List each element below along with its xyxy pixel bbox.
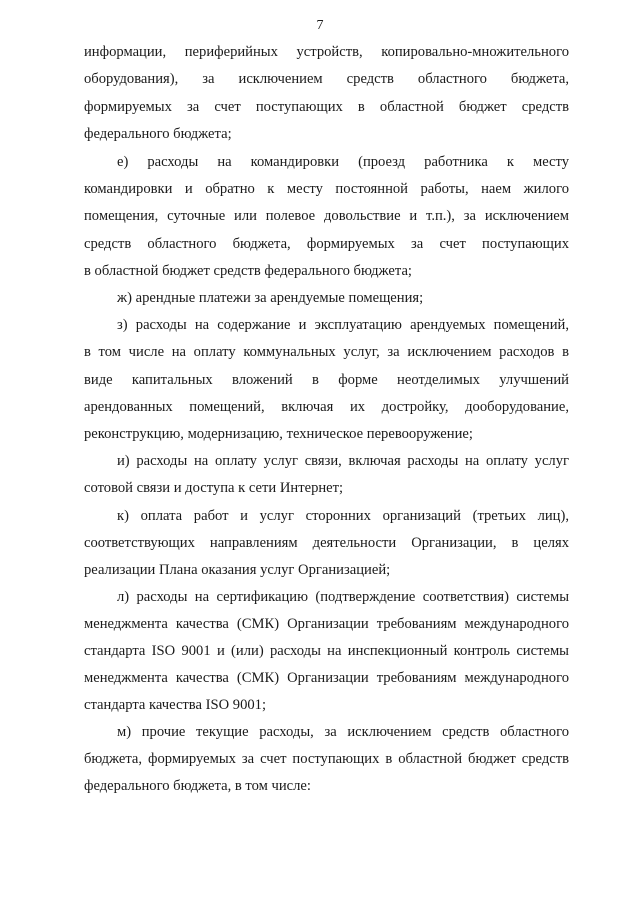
text-line: з) расходы на содержание и эксплуатацию арендуемых помещений, bbox=[117, 317, 569, 333]
text-line: формируемых за счет поступающих в областной бюджет средств bbox=[84, 99, 569, 115]
text-line: к) оплата работ и услуг сторонних организаций (третьих лиц), bbox=[117, 508, 569, 524]
text-line: бюджета, формируемых за счет поступающих в областной бюджет средств bbox=[84, 751, 569, 767]
text-line: оборудования), за исключением средств областного бюджета, bbox=[84, 71, 569, 87]
text-line: федерального бюджета; bbox=[84, 126, 232, 142]
text-line: м) прочие текущие расходы, за исключением средств областного bbox=[117, 724, 569, 740]
text-line: менеджмента качества (СМК) Организации требованиям международного bbox=[84, 670, 569, 686]
text-line: в областной бюджет средств федерального бюджета; bbox=[84, 263, 412, 279]
page-number: 7 bbox=[316, 18, 324, 33]
text-line: средств областного бюджета, формируемых за счет поступающих bbox=[84, 236, 569, 252]
text-line: и) расходы на оплату услуг связи, включая расходы на оплату услуг bbox=[117, 453, 569, 469]
text-line: помещения, суточные или полевое довольствие и т.п.), за исключением bbox=[84, 208, 569, 224]
text-line: стандарта ISO 9001 и (или) расходы на инспекционный контроль системы bbox=[84, 643, 569, 659]
text-line: в том числе на оплату коммунальных услуг, за исключением расходов в bbox=[84, 344, 569, 360]
text-line: ж) арендные платежи за арендуемые помещения; bbox=[117, 290, 424, 306]
text-line: федерального бюджета, в том числе: bbox=[84, 778, 311, 794]
text-line: командировки и обратно к месту постоянной работы, наем жилого bbox=[84, 181, 569, 197]
text-line: арендованных помещений, включая их достройку, дооборудование, bbox=[84, 399, 569, 415]
text-line: реконструкцию, модернизацию, техническое перевооружение; bbox=[84, 426, 473, 442]
text-line: сотовой связи и доступа к сети Интернет; bbox=[84, 480, 344, 496]
text-line: соответствующих направлениям деятельности Организации, в целях bbox=[84, 535, 569, 551]
text-line: виде капитальных вложений в форме неотделимых улучшений bbox=[84, 372, 569, 388]
text-line: реализации Плана оказания услуг Организацией; bbox=[84, 562, 391, 578]
text-line: менеджмента качества (СМК) Организации требованиям международного bbox=[84, 616, 569, 632]
text-line: л) расходы на сертификацию (подтверждение соответствия) системы bbox=[117, 589, 569, 605]
text-line: е) расходы на командировки (проезд работника к месту bbox=[117, 154, 569, 170]
text-line: информации, периферийных устройств, копировально-множительного bbox=[84, 44, 569, 60]
text-line: стандарта качества ISO 9001; bbox=[84, 697, 267, 713]
